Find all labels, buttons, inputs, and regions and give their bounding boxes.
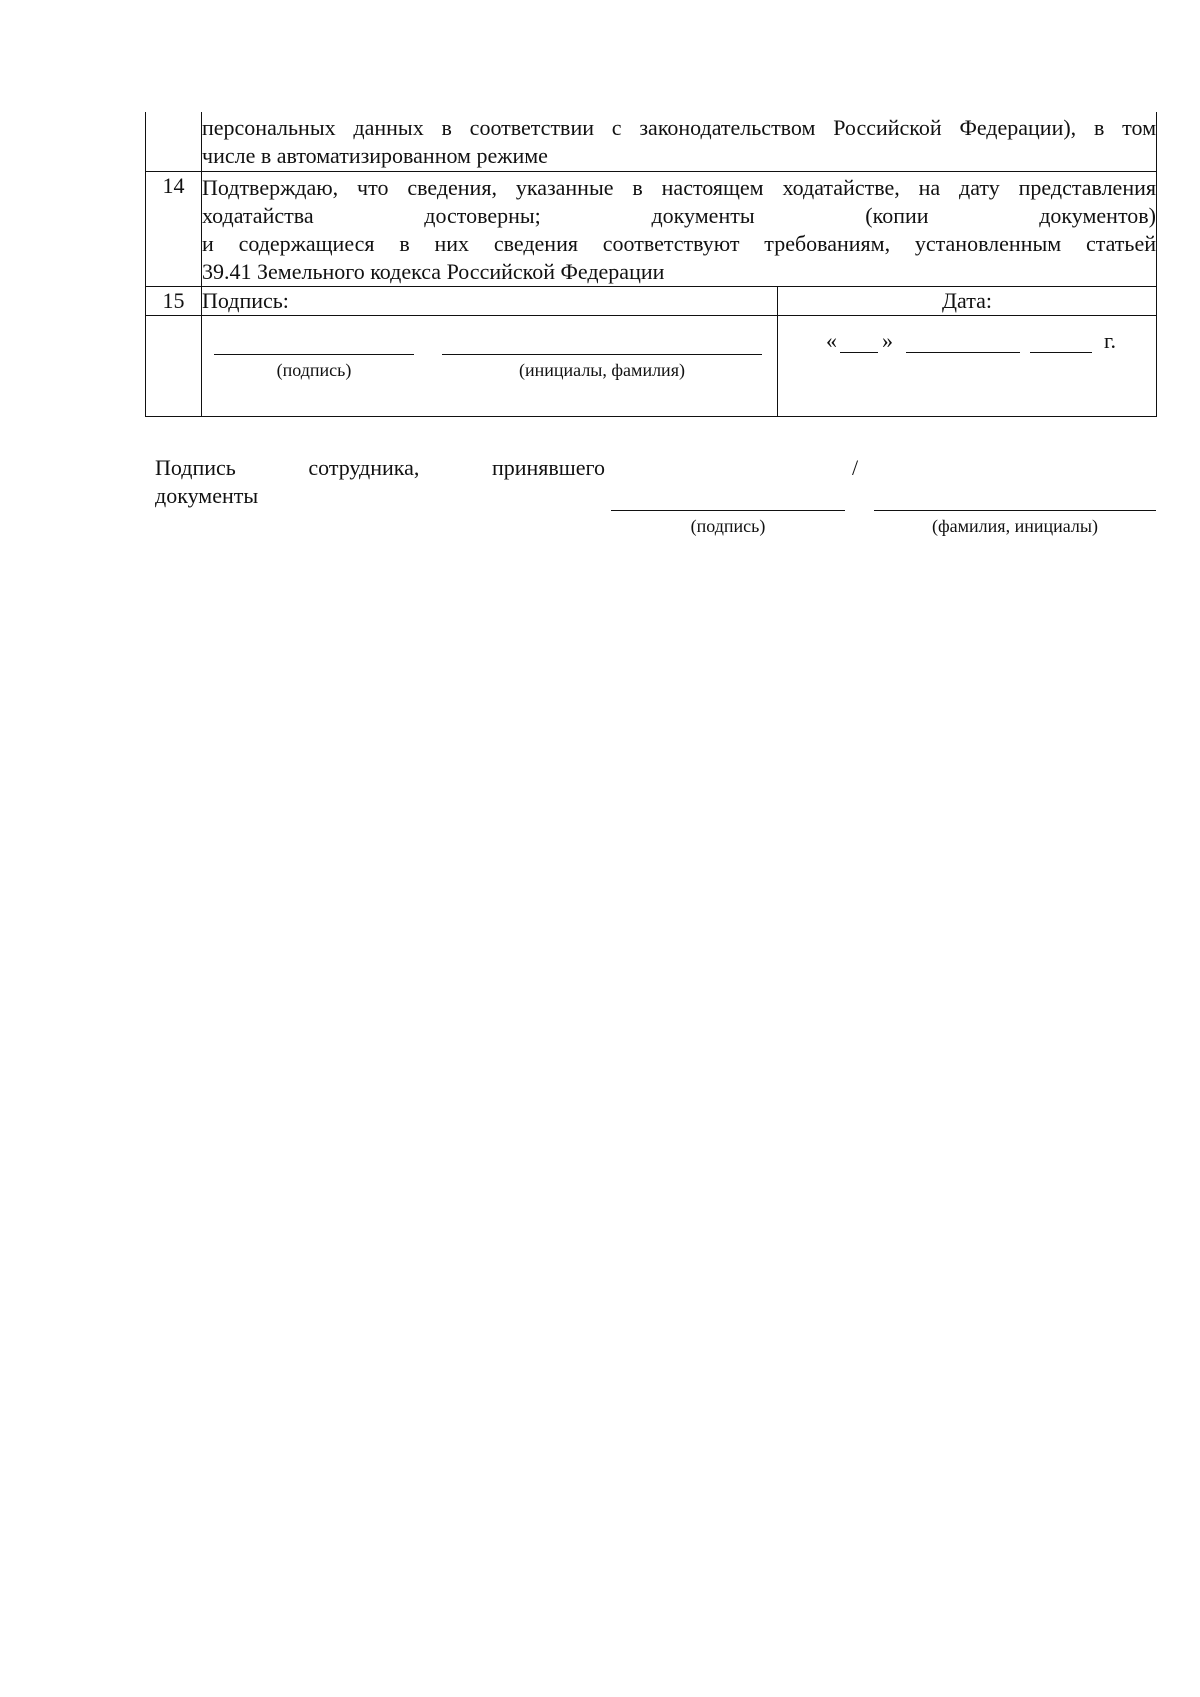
acceptance-name-caption: (фамилия, инициалы) <box>932 516 1098 536</box>
signature-field-cell <box>202 316 778 417</box>
empty-number-cell <box>146 316 202 417</box>
row-number-cell <box>146 112 202 172</box>
day-line[interactable] <box>840 352 878 353</box>
date-label: Дата: <box>778 287 1157 316</box>
acceptance-label-word: сотрудника, <box>308 455 420 480</box>
acceptance-label-word: принявшего <box>491 455 605 480</box>
date-field-cell <box>778 316 1157 417</box>
date-close-quote: » <box>882 328 893 353</box>
signature-line[interactable] <box>214 354 414 355</box>
confirmation-text-line: и содержащиеся в них сведения соответствуют требованиям, установленным статьей <box>202 231 1156 256</box>
consent-text-line: персональных данных в соответствии с законодательством Российской Федерации), в том <box>202 115 1156 140</box>
acceptance-label <box>155 454 605 510</box>
confirmation-text-line: 39.41 Земельного кодекса Российской Федерации <box>202 259 665 284</box>
table-row-13 <box>146 112 1157 172</box>
confirmation-text-cell <box>202 172 1157 287</box>
signature-caption: (подпись) <box>276 360 352 380</box>
acceptance-signature-line[interactable] <box>611 510 845 511</box>
acceptance-label-line2: документы <box>155 483 259 508</box>
acceptance-name-line[interactable] <box>874 510 1156 511</box>
month-line[interactable] <box>906 352 1020 353</box>
name-line[interactable] <box>442 354 762 355</box>
signature-label: Подпись: <box>202 287 778 316</box>
confirmation-text-line: Подтверждаю, что сведения, указанные в настоящем ходатайстве, на дату представления <box>202 175 1156 200</box>
row-number-cell: 14 <box>146 172 202 287</box>
application-form-table <box>145 112 1157 417</box>
year-line[interactable] <box>1030 352 1092 353</box>
acceptance-label-word: Подпись <box>155 455 236 480</box>
table-row-15-fields <box>146 316 1157 417</box>
row-number-cell: 15 <box>146 287 202 316</box>
acceptance-signature-caption: (подпись) <box>690 516 766 536</box>
confirmation-text-line: ходатайства достоверны; документы (копии документов) <box>202 203 1156 228</box>
consent-text-line: числе в автоматизированном режиме <box>202 143 548 168</box>
consent-text-cell <box>202 112 1157 172</box>
table-row-15 <box>146 287 1157 316</box>
year-suffix: г. <box>1104 328 1117 353</box>
name-caption: (инициалы, фамилия) <box>519 360 685 380</box>
date-open-quote: « <box>826 328 837 353</box>
table-row-14 <box>146 172 1157 287</box>
signature-separator: / <box>852 455 859 480</box>
